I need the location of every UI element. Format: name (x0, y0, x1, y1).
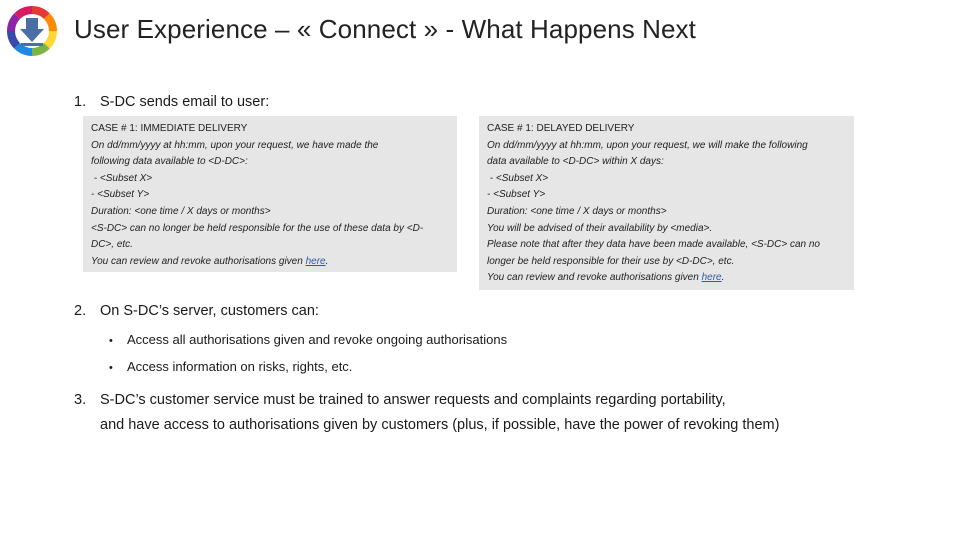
step-3-line-2: and have access to authorisations given by customers (plus, if possible, have the power of revoking them) (100, 417, 780, 433)
step-2 (74, 303, 319, 319)
case-delayed-line: Duration: <one time / X days or months> (487, 205, 667, 217)
bullet-item (109, 332, 507, 347)
case-immediate-line: <S-DC> can no longer be held responsible for the use of these data by <D- (91, 222, 424, 234)
case-immediate-line: Duration: <one time / X days or months> (91, 205, 271, 217)
bullet-item (109, 359, 352, 374)
download-logo-icon (6, 5, 58, 57)
step-2-number: 2. (74, 303, 87, 319)
case-delayed-review-line (487, 270, 846, 287)
case-delayed-heading: CASE # 1: DELAYED DELIVERY (487, 123, 635, 134)
page-title: User Experience – « Connect » - What Happens Next (74, 14, 696, 44)
case-immediate-here-link[interactable]: here (305, 255, 326, 267)
bullet-text: Access all authorisations given and revoke ongoing authorisations (127, 332, 508, 347)
case-delayed-line: On dd/mm/yyyy at hh:mm, upon your request, we will make the following (487, 139, 808, 151)
case-delayed-delivery-box (479, 116, 854, 290)
case-immediate-line: - <Subset Y> (91, 189, 150, 201)
case-delayed-line: - <Subset Y> (487, 189, 546, 201)
case-immediate-review-line (91, 254, 449, 271)
step-3-continuation (100, 417, 779, 433)
case-immediate-line: following data available to <D-DC>: (91, 156, 248, 168)
bullet-text: Access information on risks, rights, etc. (127, 359, 353, 374)
step-2-text: On S-DC’s server, customers can: (100, 303, 319, 319)
step-3 (74, 392, 726, 408)
step-3-number: 3. (74, 392, 87, 408)
step-1-text: S-DC sends email to user: (100, 94, 270, 110)
case-immediate-line: DC>, etc. (91, 239, 133, 251)
step-3-line-1: S-DC’s customer service must be trained to answer requests and complaints regarding portability, (100, 392, 726, 408)
case-delayed-line: longer be held responsible for their use by <D-DC>, etc. (487, 255, 735, 267)
case-delayed-review-text: You can review and revoke authorisations given (487, 272, 702, 284)
bullet-dot: • (109, 335, 113, 347)
case-immediate-heading: CASE # 1: IMMEDIATE DELIVERY (91, 123, 248, 134)
step-1-number: 1. (74, 94, 87, 110)
case-delayed-line: Please note that after they data have been made available, <S-DC> can no (487, 239, 820, 251)
step-1 (74, 94, 269, 110)
bullet-dot: • (109, 362, 113, 374)
case-immediate-delivery-box (83, 116, 457, 272)
case-delayed-here-link[interactable]: here (701, 272, 722, 284)
case-immediate-review-text: You can review and revoke authorisations given (91, 255, 306, 267)
case-immediate-line: - <Subset X> (91, 172, 153, 184)
case-immediate-line: On dd/mm/yyyy at hh:mm, upon your request, we have made the (91, 139, 379, 151)
case-delayed-line: You will be advised of their availability by <media>. (487, 222, 713, 234)
case-immediate-end: . (325, 255, 329, 267)
case-delayed-end: . (721, 272, 725, 284)
case-delayed-line: - <Subset X> (487, 172, 549, 184)
case-delayed-line: data available to <D-DC> within X days: (487, 156, 664, 168)
